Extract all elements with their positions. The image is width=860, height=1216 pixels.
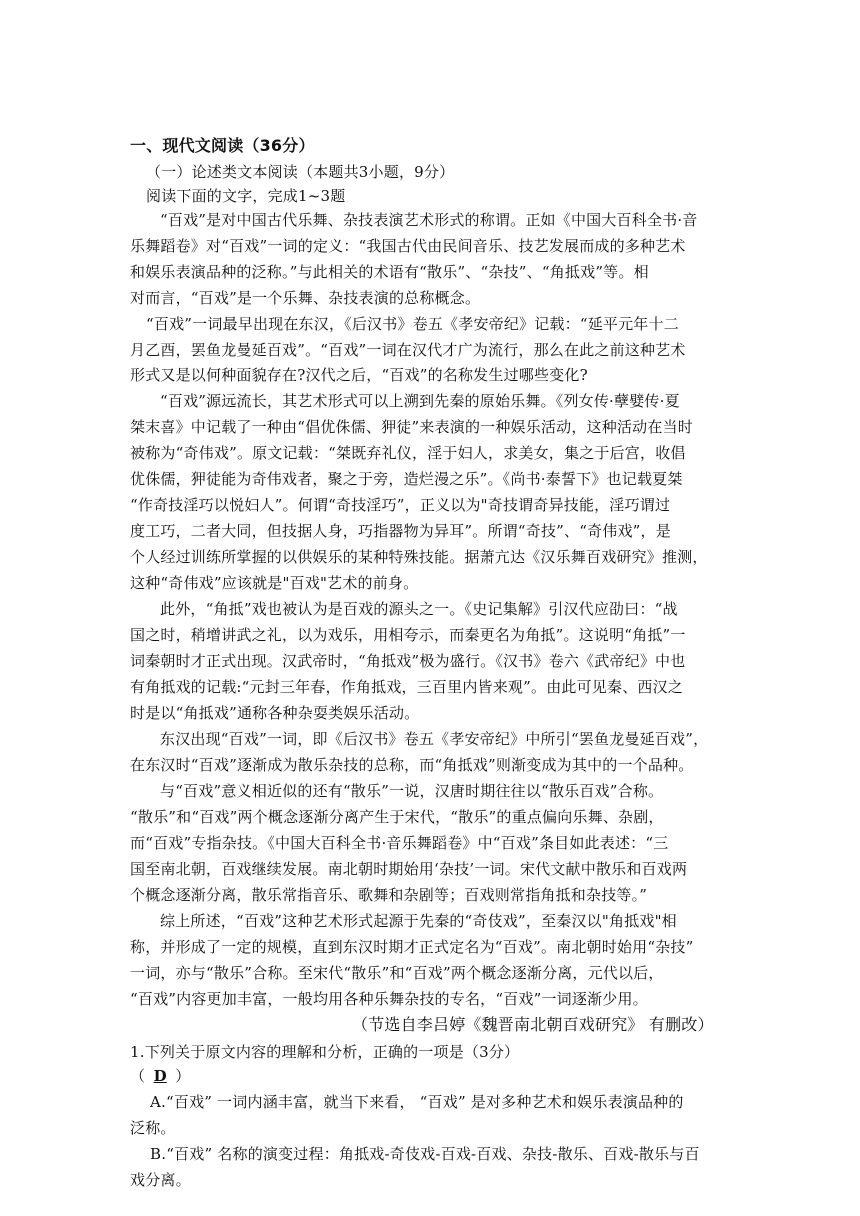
passage-line: 月乙酉，罢鱼龙曼延百戏”。“百戏”一词在汉代才广为流行，那么在此之前这种艺术 <box>130 341 686 359</box>
paren-open: （ <box>130 1067 146 1085</box>
passage-line: 与“百戏”意义相近似的还有“散乐”一说，汉唐时期往往以“散乐百戏”合称。 <box>160 782 664 800</box>
passage-line: “散乐”和“百戏”两个概念逐渐分离产生于宋代，“散乐”的重点偏向乐舞、杂剧， <box>130 808 664 826</box>
passage-line: 综上所述，“百戏”这种艺术形式起源于先秦的“奇伎戏”，至秦汉以"角抵戏"相 <box>160 912 677 930</box>
answer-value: D <box>153 1067 167 1085</box>
passage-line: “百戏”是对中国古代乐舞、杂技表演艺术形式的称谓。正如《中国大百科全书·音 <box>160 211 698 229</box>
option-a: A.“百戏” 一词内涵丰富，就当下来看， “百戏” 是对多种艺术和娱乐表演品种的 <box>150 1093 684 1111</box>
passage-line: 形式又是以何种面貌存在?汉代之后，“百戏”的名称发生过哪些变化? <box>130 366 588 384</box>
passage-line: 一词，亦与“散乐”合称。至宋代“散乐”和“百戏”两个概念逐渐分离，元代以后， <box>130 964 664 982</box>
passage-line: 桀末喜》中记载了一种由“倡优侏儒、狎徒”来表演的一种娱乐活动，这种活动在当时 <box>130 418 693 436</box>
passage-line: 在东汉时“百戏”逐渐成为散乐杂技的总称，而“角抵戏”则渐变成为其中的一个品种。 <box>130 756 694 774</box>
section-title: 一、现代文阅读（36分） <box>130 136 315 155</box>
passage-line: 称，并形成了一定的规模，直到东汉时期才正式定名为“百戏”。南北朝时始用“杂技” <box>130 938 694 956</box>
passage-line: “百戏”源远流长，其艺术形式可以上溯到先秦的原始乐舞。《列女传·孽嬖传·夏 <box>160 392 680 410</box>
option-b-continued: 戏分离。 <box>130 1171 191 1189</box>
passage-line: 而“百戏”专指杂技。《中国大百科全书·音乐舞蹈卷》中“百戏”条目如此表述：“三 <box>130 834 669 852</box>
subsection-title: （一）论述类文本阅读（本题共3小题，9分） <box>146 163 455 181</box>
passage-line: 对而言，“百戏”是一个乐舞、杂技表演的总称概念。 <box>130 289 481 307</box>
passage-line: 度工巧，二者大同，但技据人身，巧指器物为异耳”。所谓“奇技”、“奇伟戏”，是 <box>130 522 671 540</box>
passage-line: “作奇技淫巧以悦妇人”。何谓“奇技淫巧”，正义以为"奇技谓奇异技能，淫巧谓过 <box>130 496 671 514</box>
passage-line: 优侏儒，狎徒能为奇伟戏者，聚之于旁，造烂漫之乐”。《尚书·泰誓下》也记载夏桀 <box>130 470 683 488</box>
option-b: B.“百戏” 名称的演变过程：角抵戏-奇伎戏-百戏-百戏、杂技-散乐、百戏-散乐与百 <box>150 1145 700 1163</box>
option-a-continued: 泛称。 <box>130 1119 176 1137</box>
reading-instruction: 阅读下面的文字，完成1~3题 <box>146 187 346 205</box>
passage-line: “百戏”内容更加丰富，一般均用各种乐舞杂技的专名，“百戏”一词逐渐少用。 <box>130 990 648 1008</box>
passage-line: 个人经过训练所掌握的以供娱乐的某种特殊技能。据萧亢达《汉乐舞百戏研究》推测， <box>130 548 708 566</box>
passage-line: 有角抵戏的记载:“元封三年春，作角抵戏，三百里内皆来观”。由此可见秦、西汉之 <box>130 678 683 696</box>
passage-line: 东汉出现“百戏”一词，即《后汉书》卷五《孝安帝纪》中所引“罢鱼龙曼延百戏”， <box>160 730 709 748</box>
source-note: （节选自李吕婷《魏晋南北朝百戏研究》 有删改） <box>352 1015 714 1034</box>
answer-blank <box>130 1066 190 1086</box>
passage-line: 和娱乐表演品种的泛称。”与此相关的术语有“散乐”、“杂技”、“角抵戏”等。相 <box>130 263 649 281</box>
passage-line: “百戏”一词最早出现在东汉，《后汉书》卷五《孝安帝纪》记载：“延平元年十二 <box>146 315 679 333</box>
passage-line: 被称为“奇伟戏”。原文记载：“桀既弃礼仪，淫于妇人，求美女，集之于后宫，收倡 <box>130 444 686 462</box>
passage-line: 词秦朝时才正式出现。汉武帝时，“角抵戏”极为盛行。《汉书》卷六《武帝纪》中也 <box>130 652 686 670</box>
passage-line: 这种“奇伟戏”应该就是"百戏"艺术的前身。 <box>130 574 419 592</box>
question-stem: 1.下列关于原文内容的理解和分析，正确的一项是（3分） <box>130 1043 520 1061</box>
passage-line: 个概念逐渐分离，散乐常指音乐、歌舞和杂剧等；百戏则常指角抵和杂技等。” <box>130 886 648 904</box>
passage-line: 乐舞蹈卷》对“百戏”一词的定义：“我国古代由民间音乐、技艺发展而成的多种艺术 <box>130 237 686 255</box>
passage-line: 国之时，稍增讲武之礼，以为戏乐，用相夸示，而秦更名为角抵”。这说明“角抵”一 <box>130 626 686 644</box>
passage-line: 此外，“角抵”戏也被认为是百戏的源头之一。《史记集解》引汉代应劭曰：“战 <box>160 600 678 618</box>
passage-line: 国至南北朝，百戏继续发展。南北朝时期始用‘杂技’一词。宋代文献中散乐和百戏两 <box>130 860 688 878</box>
paren-close: ） <box>175 1067 191 1085</box>
passage-line: 时是以“角抵戏”通称各种杂耍类娱乐活动。 <box>130 704 420 722</box>
